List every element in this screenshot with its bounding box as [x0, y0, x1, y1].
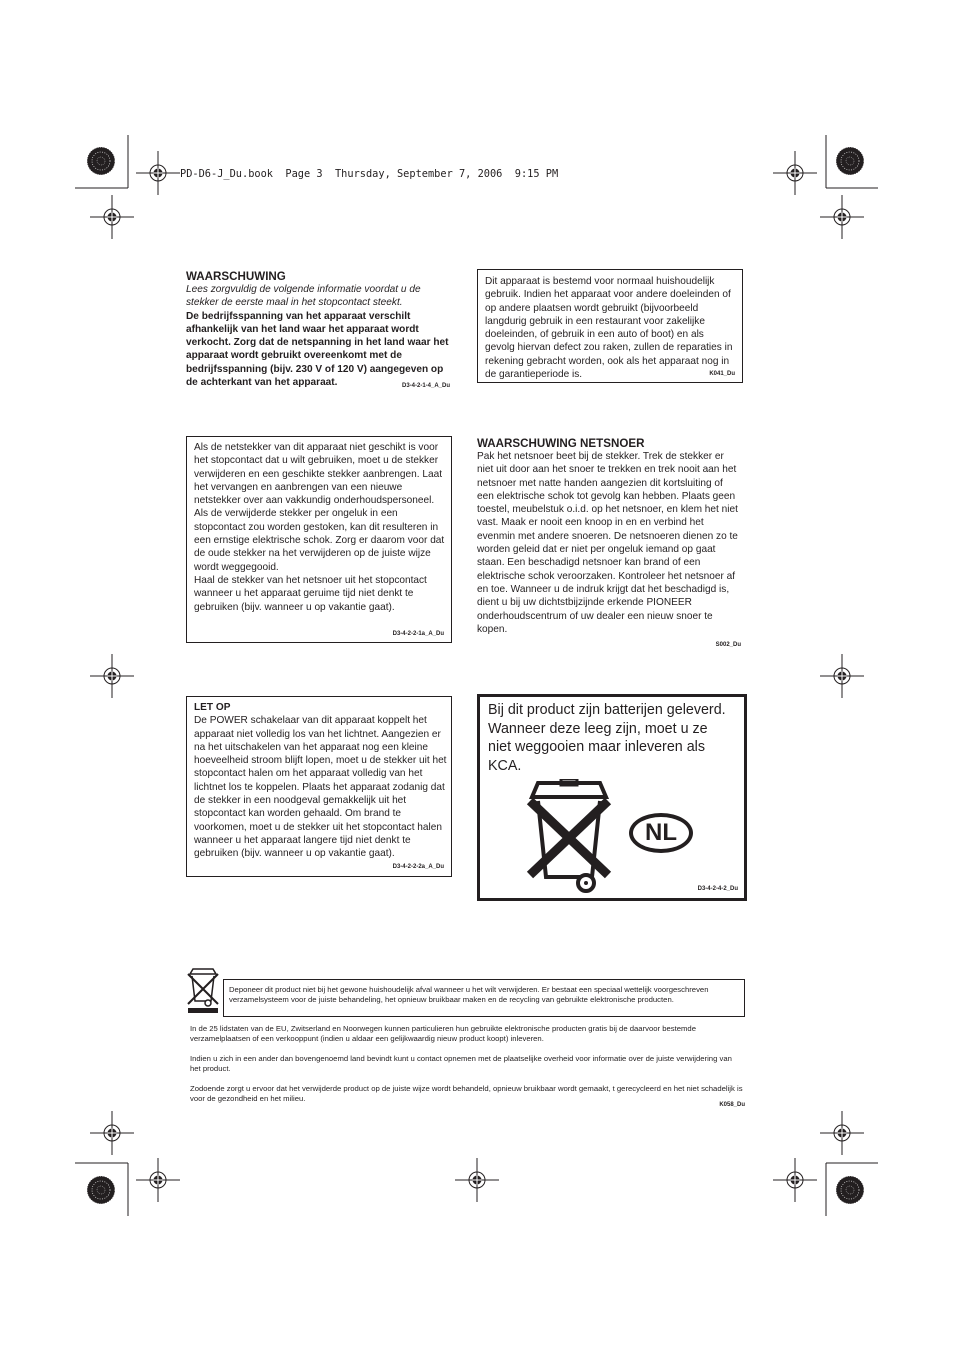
weee-paragraph-2: Indien u zich in een ander dan bovengenoemd land bevindt kunt u contact opnemen met de plaatselijke overheid voor informatie over de juiste verwijdering van het product. — [190, 1054, 732, 1074]
weee-box-text: Deponeer dit product niet bij het gewone huishoudelijk afval wanneer u het wilt verwijderen. Er bestaat een speciaal wettelijk voorgeschreven verzamelsysteem voor de juiste behandeling, het opnieuw bruikbaar maken en de recycling van gebruikte elektronische producten. — [229, 985, 709, 1005]
household-use-text: Dit apparaat is bestemd voor normaal huishoudelijk gebruik. Indien het apparaat voor andere doeleinden of op andere plaatsen wordt gebruikt (bijvoorbeeld langdurig gebruik in een restaurant voor zakelijke doeleinden, of gebruik in een auto of boot) en als gevolg hiervan defect zou raken, zullen de reparaties in rekening gebracht worden, ook als het apparaat nog in de garantieperiode is. — [485, 276, 733, 381]
power-cord-code: S002_Du — [715, 642, 741, 648]
caution-text: De POWER schakelaar van dit apparaat koppelt het apparaat niet volledig los van het lichtnet. Aangezien er na het uitschakelen van het apparaat nog een kleine hoeveelheid stroom blijft lopen, moet u de stekker uit het stopcontact halen om het apparaat volledig van het lichtnet los te koppelen. Plaats het apparaat zodanig dat de stekker in een noodgeval gemakkelijk uit het stopcontact kan worden gehaald. Om brand te voorkomen, moet u de stekker uit het stopcontact halen wanneer u het apparaat langere tijd niet denkt te gebruiken (bijv. wanneer u op vakantie gaat). — [194, 715, 447, 860]
battery-code: D3-4-2-4-2_Du — [697, 886, 738, 892]
household-use-box — [477, 269, 743, 383]
waarschuwing-bold-content: De bedrijfsspanning van het apparaat verschilt afhankelijk van het land waar het apparaat wordt verkocht. Zorg dat de netspanning in het land waar het apparaat wordt gebruikt overeenkomt met de bedrijfsspanning (bijv. 230 V of 120 V) aangegeven op de achterkant van het apparaat. — [186, 310, 449, 389]
plug-warning-code: D3-4-2-2-1a_A_Du — [392, 631, 444, 637]
power-cord-text: Pak het netsnoer beet bij de stekker. Trek de stekker er niet uit door aan het snoer te trekken en trek nooit aan het netsnoer met natte handen aangezien dit kortsluiting of een elektrische schok tot gevolg kan hebben. Plaats geen toestel, meubelstuk o.i.d. op het netsnoer, en klem het niet vast. Maak er nooit een knoop in en en verbind het evenmin met andere snoeren. De netsnoeren dienen zo te worden geleid dat er niet per ongeluk iemand op gaat staan. Een beschadigd netsnoer kan brand of een elektrische schok veroorzaken. Kontroleer het netsnoer af en toe. Wanneer u de indruk krijgt dat het beschadigd is, dient u bij uw dichtstbijzijnde erkende PIONEER onderhoudscentrum of uw dealer een nieuw snoer te kopen. — [477, 451, 738, 635]
caution-box — [186, 696, 452, 877]
nl-country-badge — [629, 813, 693, 853]
battery-text: Bij dit product zijn batterijen geleverd. Wanneer deze leeg zijn, moet u ze niet weggooien maar inleveren als KCA. — [488, 702, 726, 774]
waarschuwing-section — [186, 270, 454, 389]
crossed-bin-icon — [526, 779, 616, 897]
power-cord-title: WAARSCHUWING NETSNOER — [477, 437, 645, 450]
nl-label: NL — [645, 819, 677, 846]
power-cord-section — [477, 437, 743, 648]
plug-warning-text-1: Als de netstekker van dit apparaat niet geschikt is voor het stopcontact dat u wilt gebruiken, moet u de stekker verwijderen en een geschikte stekker aanbrengen. Laat het vervangen en aanbrengen van een nieuwe netstekker over aan vakkundig onderhoudspersoneel. Als de verwijderde stekker per ongeluk in een stopcontact zou worden gestoken, kan dit resulteren in een ernstige elektrische schok. Zorg er daarom voor dat de oude stekker na het verwijderen op de juiste wijze wordt weggegooid. — [194, 442, 445, 573]
weee-box — [223, 979, 745, 1017]
weee-paragraph-3: Zodoende zorgt u ervoor dat het verwijderde product op de juiste wijze wordt behandeld, opnieuw bruikbaar wordt gemaakt, t gerecycleerd en het niet schadelijk is voor de gezondheid en het milieu. — [190, 1084, 743, 1104]
book-header-line: PD-D6-J_Du.book Page 3 Thursday, September 7, 2006 9:15 PM — [180, 168, 559, 180]
household-use-code: K041_Du — [709, 371, 735, 377]
plug-warning-box — [186, 436, 452, 643]
plug-warning-text-2: Haal de stekker van het netsnoer uit het stopcontact wanneer u het apparaat geruime tijd niet denkt te gebruiken (bijv. wanneer u op vakantie gaat). — [194, 574, 427, 613]
weee-crossed-bin-icon — [186, 966, 220, 1014]
waarschuwing-title: WAARSCHUWING — [186, 270, 286, 283]
waarschuwing-italic-text: Lees zorgvuldig de volgende informatie voordat u de stekker de eerste maal in het stopcontact steekt. — [186, 284, 421, 309]
waarschuwing-bold-text — [186, 310, 454, 390]
weee-paragraph-1: In de 25 lidstaten van de EU, Zwitserland en Noorwegen kunnen particulieren hun gebruikte elektronische producten gratis bij de daarvoor bestemde verzamelplaatsen of een verkooppunt (indien u aldaar een gelijkwaardig nieuw product koopt) inleveren. — [190, 1024, 696, 1044]
battery-box — [477, 694, 747, 901]
caution-code: D3-4-2-2-2a_A_Du — [392, 864, 444, 870]
caution-title: LET OP — [194, 702, 231, 713]
weee-code: K058_Du — [719, 1102, 745, 1108]
waarschuwing-code: D3-4-2-1-4_A_Du — [401, 383, 450, 389]
